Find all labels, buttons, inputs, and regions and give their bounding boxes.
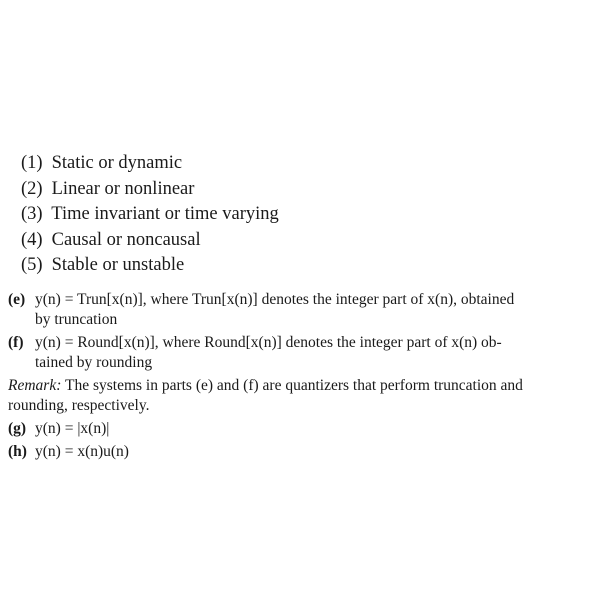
property-text: Causal or noncausal (51, 229, 201, 250)
part-text-line: tained by rounding (35, 354, 153, 371)
part-label: (g) (8, 420, 27, 437)
remark (8, 376, 588, 416)
part-f (8, 333, 588, 373)
part-label: (e) (8, 291, 26, 308)
property-number: (4) (21, 229, 43, 250)
property-item (21, 177, 279, 203)
part-label: (h) (8, 443, 27, 460)
remark-line: rounding, respectively. (8, 397, 150, 414)
part-text-line: y(n) = Trun[x(n)], where Trun[x(n)] denotes the integer part of x(n), obtained (35, 291, 515, 308)
part-h (8, 442, 588, 462)
part-g (8, 419, 588, 439)
property-number: (1) (21, 153, 43, 173)
property-number: (5) (21, 255, 43, 275)
property-text: Stable or unstable (51, 255, 185, 275)
property-text: Static or dynamic (51, 153, 183, 173)
part-text-line: y(n) = x(n)u(n) (35, 443, 129, 460)
property-item (21, 253, 279, 279)
part-text-line: y(n) = |x(n)| (35, 420, 110, 437)
exercise-parts (8, 290, 588, 465)
part-e (8, 290, 588, 330)
property-item (21, 228, 279, 254)
part-label: (f) (8, 334, 24, 351)
property-text: Time invariant or time varying (51, 204, 279, 224)
property-list (21, 151, 279, 279)
property-number: (3) (21, 204, 43, 224)
remark-label: Remark: (8, 377, 62, 394)
property-number: (2) (21, 178, 43, 199)
property-item (21, 151, 279, 177)
part-text-line: y(n) = Round[x(n)], where Round[x(n)] denotes the integer part of x(n) ob- (35, 334, 502, 351)
property-item (21, 202, 279, 228)
property-text: Linear or nonlinear (51, 178, 195, 199)
remark-line (8, 376, 588, 396)
part-text-line: by truncation (35, 311, 118, 328)
remark-text: The systems in parts (e) and (f) are quantizers that perform truncation and (61, 377, 523, 394)
